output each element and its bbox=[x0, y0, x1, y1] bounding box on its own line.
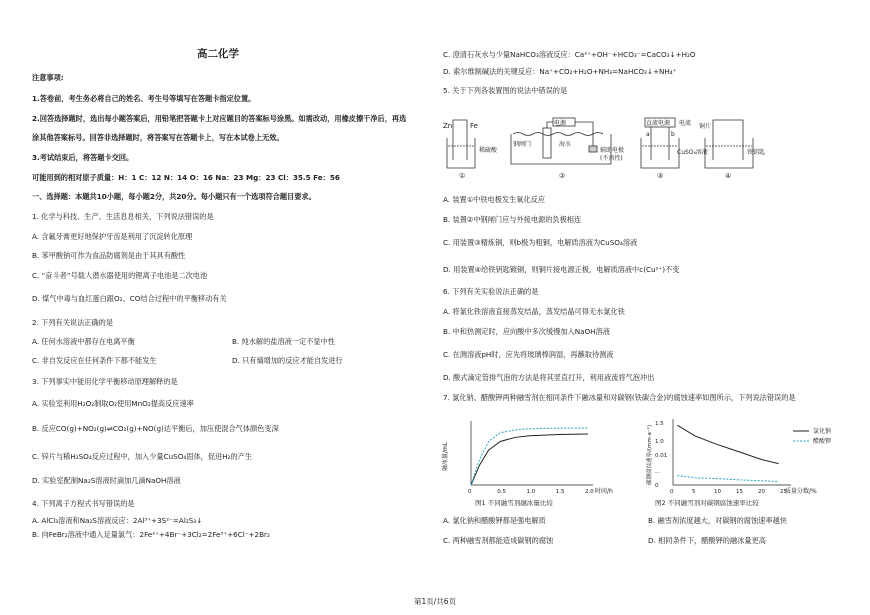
apparatus-3-current: 电流 bbox=[679, 120, 692, 127]
q1-option-c: C. “奋斗者”号载人潜水器使用的锂离子电池是二次电池 bbox=[32, 271, 208, 280]
q1-option-d: D. 煤气中毒与血红蛋白跟O₂、CO结合过程中的平衡移动有关 bbox=[32, 294, 227, 303]
apparatus-4 bbox=[705, 120, 753, 168]
fig1-xtick: 0.5 bbox=[497, 489, 506, 495]
apparatus-2-gate: 钢闸门 bbox=[513, 141, 532, 148]
q4-option-c: C. 澄清石灰水与少量NaHCO₃溶液反应：Ca²⁺+OH⁻+HCO₃⁻=CaCO₃↓+H₂O bbox=[443, 50, 696, 59]
q1-stem: 1. 化学与科技、生产、生活息息相关，下列说法错误的是 bbox=[32, 212, 214, 221]
apparatus-4-sol: CuSO₄溶液 bbox=[677, 149, 708, 156]
page-footer: 第1页/共6页 bbox=[413, 597, 457, 606]
fig2-legend-label: 氯化钠 bbox=[813, 428, 832, 435]
notice-1: 1.答卷前，考生务必将自己的姓名、考生号等填写在答题卡指定位置。 bbox=[32, 94, 256, 103]
q1-option-b: B. 苯甲酸钠可作为食品防腐剂是由于其具有酸性 bbox=[32, 251, 186, 260]
fig2-ytick: 0.01 bbox=[655, 453, 668, 459]
fig1-ylabel: 融冰量/mL bbox=[442, 441, 449, 471]
q7-option-b: B. 融雪剂浓度越大，对碳钢的腐蚀速率越快 bbox=[648, 516, 787, 525]
fig1-title: 图1 不同融雪剂融冰量比较 bbox=[475, 499, 553, 507]
apparatus-3-source: 直流电源 bbox=[646, 120, 671, 127]
fig1-xtick: 0 bbox=[468, 489, 472, 495]
q5-apparatus-figure bbox=[443, 116, 853, 180]
apparatus-2-anode-note: (不溶性) bbox=[600, 155, 623, 162]
fig1-chart bbox=[443, 413, 643, 509]
q2-option-b: B. 纯水解的盐溶液一定不显中性 bbox=[232, 337, 335, 346]
q6-option-c: C. 在测溶液pH时，应先将玻璃棒润湿，再蘸取待测液 bbox=[443, 350, 614, 359]
fig2-xtick: 15 bbox=[736, 489, 743, 495]
q3-option-c: C. 锌片与稀H₂SO₄反应过程中，加入少量CuSO₄固体，促进H₂的产生 bbox=[32, 452, 253, 461]
fig2-ytick: 1.0 bbox=[655, 439, 664, 445]
q5-option-a: A. 装置①中铁电极发生氧化反应 bbox=[443, 195, 546, 204]
section-one-heading: 一、选择题：本题共10小题，每小题2分，共20分。每小题只有一个选项符合题目要求。 bbox=[32, 192, 316, 201]
q3-stem: 3. 下列事实中能用化学平衡移动原理解释的是 bbox=[32, 377, 178, 386]
apparatus-4-key: 铁钥匙 bbox=[747, 149, 766, 156]
fig2-xtick: 0 bbox=[670, 489, 674, 495]
apparatus-2-number: ② bbox=[559, 172, 566, 180]
apparatus-1-number: ① bbox=[459, 172, 466, 180]
apparatus-3-a: a bbox=[646, 131, 650, 138]
notice-2-cont: 涂其他答案标号。回答非选择题时，将答案写在答题卡上，写在本试卷上无效。 bbox=[32, 133, 284, 142]
apparatus-4-number: ④ bbox=[725, 172, 732, 180]
q2-option-c: C. 非自发反应在任何条件下都不能发生 bbox=[32, 356, 157, 365]
apparatus-1-zn: Zn bbox=[443, 122, 453, 130]
fig2-xtick: 10 bbox=[714, 489, 721, 495]
fig1-xtick: 2.0 bbox=[585, 489, 594, 495]
q2-option-d: D. 只有熵增加的反应才能自发进行 bbox=[232, 356, 343, 365]
fig2-xlabel: 质量分数/% bbox=[785, 488, 817, 495]
q3-option-a: A. 实验室利用H₂O₂制取O₂使用MnO₂提高反应速率 bbox=[32, 399, 194, 408]
q5-option-d: D. 用装置④给铁钥匙镀铜，则铜片接电源正极，电解质溶液中c(Cu²⁺)不变 bbox=[443, 265, 680, 274]
apparatus-1-fe: Fe bbox=[470, 122, 478, 130]
apparatus-3-number: ③ bbox=[657, 172, 664, 180]
q6-option-a: A. 将氯化铁溶液直接蒸发结晶，蒸发结晶可得无水氯化铁 bbox=[443, 307, 625, 316]
q3-option-d: D. 实验室配制Na₂S溶液时滴加几滴NaOH溶液 bbox=[32, 476, 181, 485]
q3-option-b: B. 反应CO(g)+NO₂(g)⇌CO₂(g)+NO(g)达平衡后，加压使混合气体颜色变深 bbox=[32, 424, 279, 433]
apparatus-2-anode: 辅助电极 bbox=[600, 147, 625, 154]
q5-option-c: C. 用装置③精炼铜，则b极为粗铜，电解质溶液为CuSO₄溶液 bbox=[443, 238, 638, 247]
q4-stem: 4. 下列离子方程式书写错误的是 bbox=[32, 499, 135, 508]
q4-option-a: A. AlCl₃溶液和Na₂S溶液反应：2Al³⁺+3S²⁻=Al₂S₃↓ bbox=[32, 516, 203, 525]
fig2-ytick: 1.5 bbox=[655, 421, 664, 427]
fig2-xtick: 20 bbox=[758, 489, 765, 495]
q2-stem: 2. 下列有关说法正确的是 bbox=[32, 318, 114, 327]
fig2-ytick: 0 bbox=[655, 483, 659, 489]
apparatus-3-b: b bbox=[671, 131, 675, 138]
notice-2: 2.回答选择题时，选出每小题答案后，用铅笔把答题卡上对应题目的答案标号涂黑。如需改动，用橡皮擦干净后，再选 bbox=[32, 114, 407, 123]
fig1-xtick: 1.0 bbox=[526, 489, 536, 495]
fig2-legend-label: 醋酸钾 bbox=[813, 438, 832, 445]
q4-option-b: B. 向FeBr₂溶液中通入足量氯气：2Fe²⁺+4Br⁻+3Cl₂=2Fe³⁺+6Cl⁻+2Br₂ bbox=[32, 530, 270, 539]
q5-option-b: B. 装置②中钢闸门应与外接电源的负极相连 bbox=[443, 215, 582, 224]
fig2-xtick: 5 bbox=[692, 489, 696, 495]
fig2-ytick: ... bbox=[655, 469, 661, 475]
fig2-ylabel: 碳钢腐蚀速率/(mm·a⁻¹) bbox=[647, 424, 653, 485]
q7-stem: 7. 氯化钠、醋酸钾两种融雪剂在相同条件下融冰量和对碳钢(铁碳合金)的腐蚀速率如图所示，下列说法错误的是 bbox=[443, 393, 796, 402]
q1-option-a: A. 含氟牙膏更好地保护牙齿是利用了沉淀转化原理 bbox=[32, 232, 193, 241]
q6-option-d: D. 酸式滴定管排气泡的方法是将其竖直打开，利用液流将气泡冲出 bbox=[443, 373, 655, 382]
notice-heading: 注意事项: bbox=[32, 73, 64, 82]
fig1-xlabel: 时间/h bbox=[595, 488, 613, 495]
q7-option-a: A. 氯化钠和醋酸钾都是强电解质 bbox=[443, 516, 546, 525]
atomic-masses: 可能用到的相对原子质量：H：1 C：12 N：14 O：16 Na：23 Mg：23 Cl：35.5 Fe：56 bbox=[32, 173, 340, 182]
apparatus-1-acid: 稀硫酸 bbox=[479, 147, 498, 154]
q4-option-d: D. 索尔维制碱法的关键反应：Na⁺+CO₂+H₂O+NH₃=NaHCO₃↓+NH₄⁺ bbox=[443, 67, 677, 76]
apparatus-4-cu: 铜片 bbox=[699, 123, 712, 130]
q2-option-a: A. 任何水溶液中都存在电离平衡 bbox=[32, 337, 135, 346]
fig1-series-line bbox=[471, 428, 588, 485]
fig2-xtick: 25 bbox=[780, 489, 787, 495]
fig2-title: 图2 不同融雪剂对碳钢腐蚀速率比较 bbox=[655, 499, 759, 507]
apparatus-2-source: 电源 bbox=[554, 120, 567, 127]
apparatus-2-sea: 海水 bbox=[559, 141, 572, 148]
q6-stem: 6. 下列有关实验说法正确的是 bbox=[443, 287, 539, 296]
fig1-xtick: 1.5 bbox=[555, 489, 565, 495]
fig2-series-line bbox=[677, 476, 778, 482]
notice-3: 3.考试结束后，将答题卡交回。 bbox=[32, 153, 134, 162]
q6-option-b: B. 中和热测定时，应向酸中多次缓慢加入NaOH溶液 bbox=[443, 327, 610, 336]
q7-option-c: C. 两种融雪剂都能造成碳钢的腐蚀 bbox=[443, 536, 554, 545]
fig2-chart bbox=[643, 413, 853, 509]
q7-option-d: D. 相同条件下，醋酸钾的融冰量更高 bbox=[648, 536, 766, 545]
page-title: 高二化学 bbox=[197, 48, 239, 60]
fig2-series-line bbox=[677, 425, 778, 463]
q5-stem: 5. 关于下列各装置图的说法中错误的是 bbox=[443, 86, 568, 95]
